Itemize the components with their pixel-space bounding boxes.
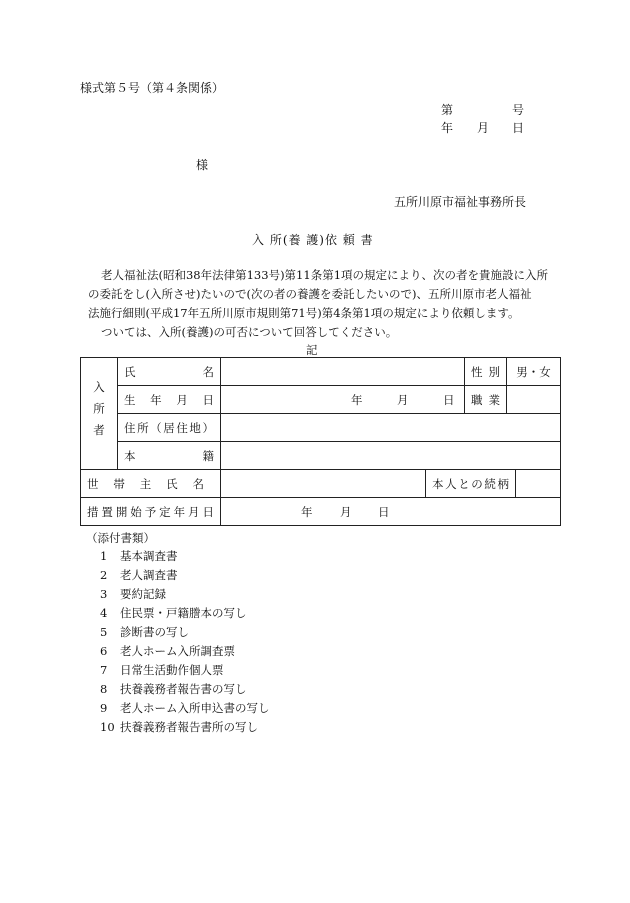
date-day: 日 [512,121,525,135]
attachment-item [100,642,270,661]
attachment-text: 老人ホーム入所調査票 [120,644,235,658]
address-label: 住所（居住地） [124,420,214,435]
householder-label-cell [81,470,221,498]
householder-field[interactable] [221,470,426,498]
attachment-item [100,623,270,642]
attachment-item [100,604,270,623]
birth-year: 年 [351,392,363,407]
attachment-text: 老人ホーム入所申込書の写し [120,701,270,715]
date-month: 月 [477,121,490,135]
relation-field[interactable] [516,470,561,498]
attachment-item [100,718,270,737]
relation-label-cell [426,470,516,498]
occupation-label-cell [465,386,507,414]
occupation-field[interactable] [507,386,561,414]
body-line-2: の委託をし(入所させ)たいので(次の者の養護を委託したいので)、五所川原市老人福祉 [88,287,532,301]
attachment-text: 扶養義務者報告書の写し [120,682,247,696]
address-field[interactable] [221,414,561,442]
body-line-3: 法施行細則(平成17年五所川原市規則第71号)第4条第1項の規定により依頼します。 [88,306,520,320]
domicile-label: 本籍 [124,448,214,463]
name-field[interactable] [221,358,465,386]
ki-label: 記 [306,343,318,357]
attachment-item [100,680,270,699]
birth-day: 日 [443,392,455,407]
attachment-text: 日常生活動作個人票 [120,663,224,677]
body-line-1: 老人福祉法(昭和38年法律第133号)第11条第1項の規定により、次の者を貴施設に入所 [101,268,549,282]
attachment-number: 10 [100,720,115,734]
resident-group-label: 入所者 [92,381,106,446]
document-title: 入 所(養 護)依 頼 書 [252,233,374,247]
attachment-text: 診断書の写し [120,625,189,639]
attachment-number: 1 [100,549,108,563]
attachment-number: 4 [100,606,108,620]
attachment-number: 7 [100,663,108,677]
attachment-number: 6 [100,644,108,658]
form-label: 様式第５号（第４条関係） [80,81,225,95]
attachment-item [100,699,270,718]
relation-label: 本人との続柄 [432,476,509,491]
address-label-cell [118,414,221,442]
domicile-label-cell [118,442,221,470]
attachment-item [100,661,270,680]
start-date-field[interactable] [221,498,561,526]
attachment-number: 3 [100,587,108,601]
resident-group-cell [81,358,118,470]
attachments-heading: （添付書類） [86,531,155,545]
attachment-item [100,566,270,585]
birth-label-cell [118,386,221,414]
name-label-cell [118,358,221,386]
start-day: 日 [378,504,390,519]
attachment-number: 9 [100,701,108,715]
number-prefix: 第 [441,103,454,117]
attachment-item [100,547,270,566]
attachment-text: 要約記録 [120,587,166,601]
start-date-label: 措置開始予定年月日 [87,504,214,519]
number-suffix: 号 [512,103,525,117]
start-month: 月 [340,504,352,519]
gender-label: 性別 [471,364,500,379]
start-year: 年 [301,504,313,519]
attachments-list [100,547,270,737]
birth-field[interactable] [221,386,465,414]
body-line-4: ついては、入所(養護)の可否について回答してください。 [101,325,398,339]
attachment-text: 住民票・戸籍謄本の写し [120,606,247,620]
attachment-number: 8 [100,682,108,696]
start-date-label-cell [81,498,221,526]
gender-label-cell [465,358,507,386]
attachment-text: 扶養義務者報告書所の写し [120,720,258,734]
householder-label: 世帯主氏名 [87,476,204,491]
sender-name: 五所川原市福祉事務所長 [394,195,527,209]
attachment-item [100,585,270,604]
gender-field[interactable] [507,358,561,386]
birth-month: 月 [397,392,409,407]
date-year: 年 [441,121,454,135]
occupation-label: 職業 [471,392,500,407]
attachment-number: 2 [100,568,108,582]
domicile-field[interactable] [221,442,561,470]
gender-options: 男・女 [516,364,551,379]
attachment-text: 基本調査書 [120,549,178,563]
request-form-table [80,357,561,526]
attachment-number: 5 [100,625,108,639]
name-label: 氏名 [124,364,214,379]
birth-label: 生年月日 [124,392,214,407]
addressee-suffix: 様 [196,158,209,172]
attachment-text: 老人調査書 [120,568,178,582]
